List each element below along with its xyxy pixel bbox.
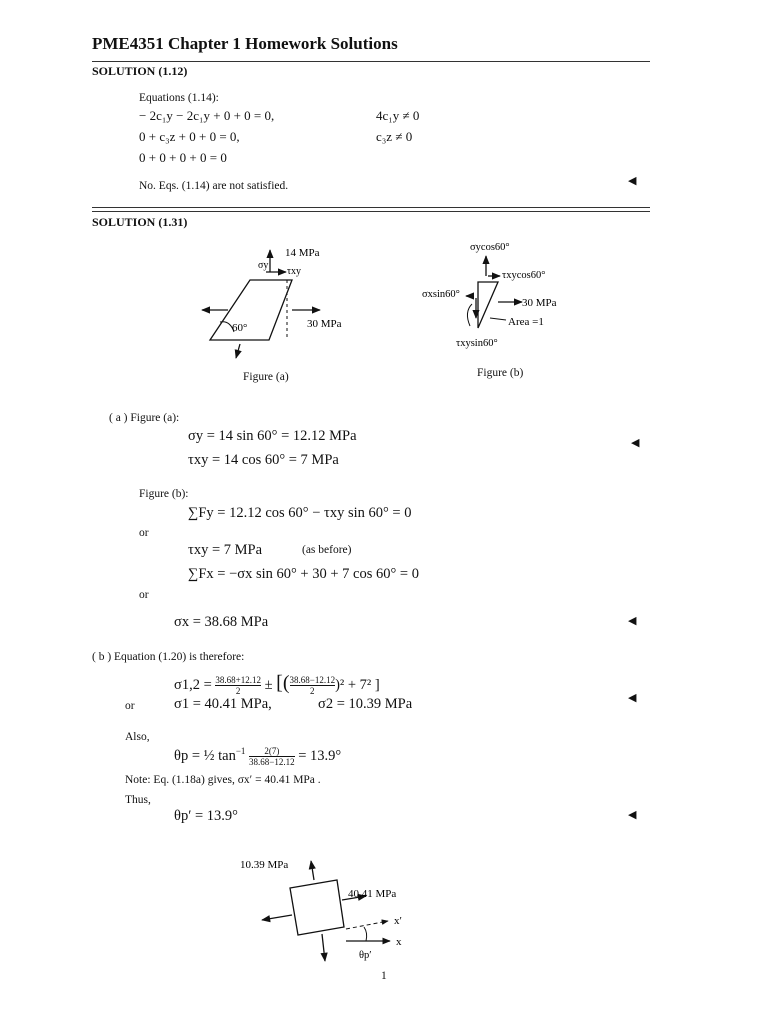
or-text-2: or <box>139 589 149 601</box>
equation-condition-1: 4c₁y ≠ 0 <box>376 108 420 123</box>
section-rule-top <box>92 207 650 208</box>
theta-arc <box>364 927 367 941</box>
txy-sin-leader <box>467 304 472 326</box>
frac-1-num: 38.68+12.12 <box>215 675 261 686</box>
rotated-square-element <box>290 880 344 935</box>
part-a-label: ( a ) Figure (a): <box>109 412 180 424</box>
figure-b-label: Figure (b): <box>139 488 189 500</box>
area-leader <box>490 318 506 320</box>
part-a-eq-sum-fx: ∑Fx = −σx sin 60° + 30 + 7 cos 60° = 0 <box>188 566 419 582</box>
label-tau-xy: τxy <box>287 266 302 277</box>
theta-p-rhs: = 13.9° <box>298 747 342 764</box>
x-prime-axis <box>346 921 388 929</box>
page-title: PME4351 Chapter 1 Homework Solutions <box>92 34 398 53</box>
equation-line-2: 0 + c₃z + 0 + 0 = 0, <box>139 129 240 144</box>
answer-marker-icon: ◀ <box>628 175 637 187</box>
label-sx-sin: σxsin60° <box>422 289 460 300</box>
sigma-12-tail: )² + 7² ] <box>335 677 380 693</box>
bottom-force-arrow <box>236 344 240 358</box>
label-txy-cos: τxycos60° <box>502 270 546 281</box>
part-a-eq-tau-xy: τxy = 14 cos 60° = 7 MPa <box>188 452 339 468</box>
thus-text: Thus, <box>125 794 151 806</box>
also-text: Also, <box>125 731 150 743</box>
or-text-1: or <box>139 527 149 539</box>
header-rule <box>92 61 650 62</box>
label-40-41-mpa: 40.41 MPa <box>348 888 397 900</box>
figure-b-caption: Figure (b) <box>477 367 524 379</box>
section-rule-bottom <box>92 211 650 212</box>
solution-1-12-heading: SOLUTION (1.12) <box>92 64 188 78</box>
theta-p-fraction <box>249 746 295 767</box>
label-theta-p-prime: θp′ <box>359 950 372 961</box>
theta-p-den: 38.68−12.12 <box>249 757 295 767</box>
plus-minus: ± <box>260 677 277 693</box>
label-sy-cos: σycos60° <box>470 242 510 253</box>
sigma-12-lhs: σ1,2 = <box>174 677 216 693</box>
frac-1-den: 2 <box>235 686 241 697</box>
label-x-prime: x′ <box>394 915 402 927</box>
part-a-eq-sigma-y: σy = 14 sin 60° = 12.12 MPa <box>188 428 357 444</box>
part-b-eq-sigma-1: σ1 = 40.41 MPa, <box>174 696 272 712</box>
sigma-2-arrow-up <box>311 861 314 880</box>
label-area: Area =1 <box>508 316 544 328</box>
sigma-2-arrow-down <box>322 934 325 961</box>
equations-intro: Equations (1.14): <box>139 92 219 104</box>
equation-line-1: − 2c₁y − 2c₁y + 0 + 0 = 0, <box>139 108 275 123</box>
frac-2-den: 2 <box>310 686 315 697</box>
label-sigma-y: σy <box>258 260 269 271</box>
part-b-eq-sigma-12: σ1,2 = $\frac{38.68+12.12}{2}$ ± [( $\frac{38.68-12.12}{2}$ )² + 7² ] <box>174 672 380 697</box>
answer-marker-icon: ◀ <box>628 615 637 627</box>
answer-marker-icon: ◀ <box>631 437 640 449</box>
label-angle: 60° <box>232 322 248 334</box>
equation-condition-2: c₃z ≠ 0 <box>376 129 413 144</box>
triangle-element <box>478 282 498 328</box>
label-30-mpa: 30 MPa <box>307 318 342 330</box>
equation-line-3: 0 + 0 + 0 + 0 = 0 <box>139 150 227 165</box>
part-a-eq-sum-fy: ∑Fy = 12.12 cos 60° − τxy sin 60° = 0 <box>188 505 412 521</box>
answer-marker-icon: ◀ <box>628 692 637 704</box>
label-x: x <box>396 936 402 948</box>
figure-b-diagram <box>418 238 578 356</box>
label-txy-sin: τxysin60° <box>456 338 498 349</box>
label-14-mpa: 14 MPa <box>285 247 320 259</box>
figure-a-diagram <box>190 240 370 385</box>
part-b-label: ( b ) Equation (1.20) is therefore: <box>92 651 245 663</box>
solution-1-31-heading: SOLUTION (1.31) <box>92 215 188 229</box>
theta-p-num: 2(7) <box>249 746 295 757</box>
figure-a-caption: Figure (a) <box>243 371 289 383</box>
frac-1 <box>215 675 261 696</box>
label-10-39-mpa: 10.39 MPa <box>240 859 289 871</box>
label-30-mpa-b: 30 MPa <box>522 297 557 309</box>
part-b-eq-sigma-2: σ2 = 10.39 MPa <box>318 696 413 712</box>
conclusion-text: No. Eqs. (1.14) are not satisfied. <box>139 180 289 192</box>
part-a-eq-sigma-x: σx = 38.68 MPa <box>174 614 269 630</box>
part-b-eq-theta-p <box>174 746 341 767</box>
sigma-1-arrow-left <box>262 915 292 920</box>
part-a-eq-tau-xy-7: τxy = 7 MPa <box>188 542 263 558</box>
or-text-3: or <box>125 700 135 712</box>
frac-2-num: 38.68−12.12 <box>289 675 336 686</box>
part-b-eq-theta-p-prime: θp′ = 13.9° <box>174 808 238 824</box>
page-number: 1 <box>381 970 387 982</box>
principal-element-diagram <box>238 855 428 970</box>
frac-2 <box>290 675 336 696</box>
as-before-note: (as before) <box>302 544 352 556</box>
answer-marker-icon: ◀ <box>628 809 637 821</box>
theta-p-exponent: −1 <box>235 746 246 756</box>
theta-p-lhs: θp = ½ tan <box>174 747 236 764</box>
note-text: Note: Eq. (1.18a) gives, σx′ = 40.41 MPa . <box>125 774 321 786</box>
